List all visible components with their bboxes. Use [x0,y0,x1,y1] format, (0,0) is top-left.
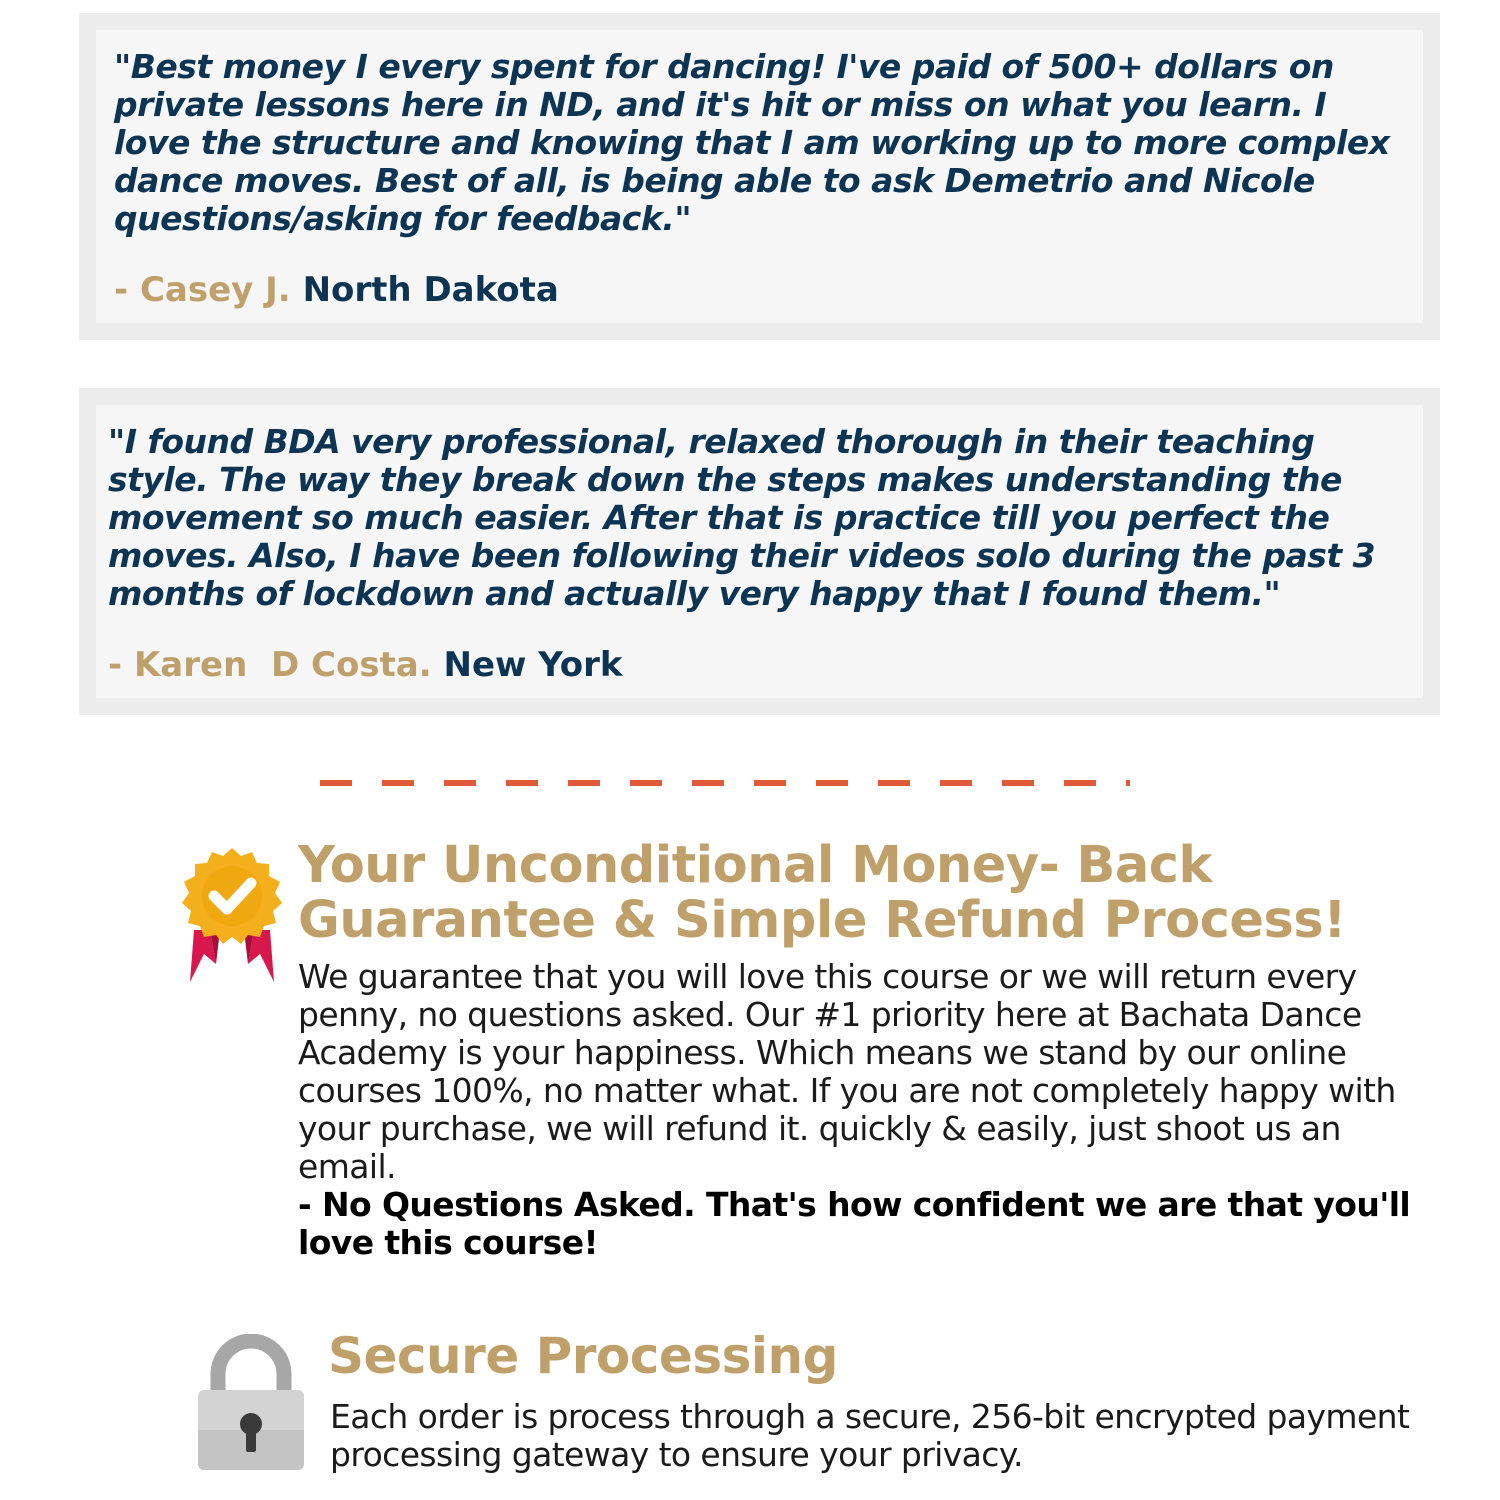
dashed-divider [320,780,1130,786]
testimonial-attribution [114,270,559,310]
testimonial-card [79,13,1440,340]
testimonial-quote: "I found BDA very professional, relaxed thorough in their teaching style. The way they break down the steps makes understanding the movement so much easier. After that is practice till you perfect the moves. Also, I have been following their videos solo during the past 3 months of lockdown and actually very happy that I found them." [108,422,1376,613]
testimonial-card [79,388,1440,715]
award-badge-icon [176,848,288,988]
secure-processing-title: Secure Processing [328,1327,838,1385]
testimonial-author: - Karen D Costa. [108,645,432,685]
guarantee-body [298,958,1428,1262]
testimonial-author: - Casey J. [114,270,291,310]
testimonial-attribution [108,645,623,685]
testimonial-quote: "Best money I every spent for dancing! I've paid of 500+ dollars on private lessons here in ND, and it's hit or miss on what you learn. I love the structure and knowing that I am working up to more complex dance moves. Best of all, is being able to ask Demetrio and Nicole questions/asking for feedback." [114,47,1390,238]
testimonial-card-inner [96,405,1423,698]
guarantee-title: Your Unconditional Money- Back Guarantee & Simple Refund Process! [298,836,1346,950]
testimonial-location: New York [443,645,623,685]
secure-processing-body: Each order is process through a secure, 256-bit encrypted payment processing gateway to ensure your privacy. [330,1397,1410,1474]
guarantee-emphasis: - No Questions Asked. That's how confident we are that you'll love this course! [298,1185,1411,1262]
testimonial-location: North Dakota [302,270,559,310]
guarantee-text: We guarantee that you will love this course or we will return every penny, no questions asked. Our #1 priority here at Bachata Dance Academy is your happiness. Which means we stand by our online courses 100%, no matter what. If you are not completely happy with your purchase, we will refund it. quickly & easily, just shoot us an email. [298,957,1396,1186]
padlock-icon [196,1334,306,1470]
testimonial-card-inner [96,30,1423,323]
